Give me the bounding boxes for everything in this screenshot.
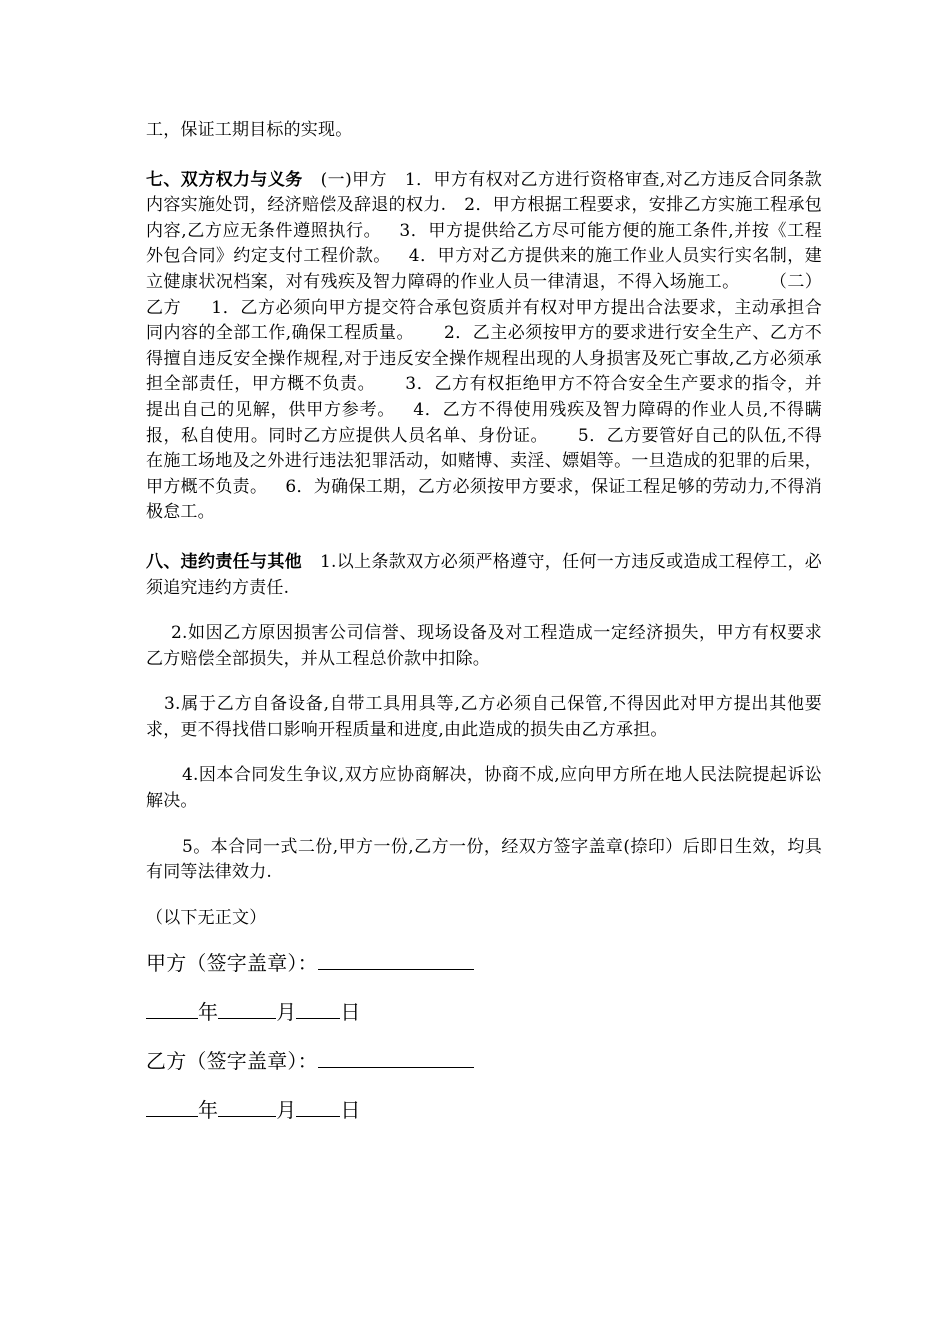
clause-8-4: 4.因本合同发生争议,双方应协商解决，协商不成,应向甲方所在地人民法院提起诉讼解决。	[146, 765, 822, 812]
clause-8-5: 5。本合同一式二份,甲方一份,乙方一份，经双方签字盖章(捺印）后即日生效，均具有同等法律效力.	[146, 836, 822, 883]
section-8-paragraph	[146, 550, 822, 601]
party-b-sign-label: 乙方（签字盖章）：	[146, 1049, 318, 1074]
section-7-heading: 七、双方权力与义务	[146, 169, 303, 190]
clause-8-1: 1.以上条款双方必须严格遵守，任何一方违反或造成工程停工，必须追究违约方责任.	[146, 551, 822, 598]
signature-block	[146, 949, 822, 1123]
clause-b2: 2．乙主必须按甲方的要求进行安全生产、乙方不得擅自违反安全操作规程,对于违反安全操作规程出现的人身损害及死亡事故,乙方必须承担全部责任，甲方概不负责。	[146, 323, 823, 395]
clause-b3: 3．乙方有权拒绝甲方不符合安全生产要求的指令，并提出自己的见解，供甲方参考。	[146, 374, 822, 420]
party-b-day-label: 日	[340, 1098, 361, 1123]
clause-b4: 4．乙方不得使用残疾及智力障碍的作业人员,不得瞒报，私自使用。同时乙方应提供人员名单、身份证。	[146, 399, 822, 446]
clause-b5: 5．乙方要管好自己的队伍,不得在施工场地及之外进行违法犯罪活动，如赌博、卖淫、嫖娼等。一旦造成的犯罪的后果，甲方概不负责。	[146, 425, 822, 497]
end-note: （以下无正文）	[146, 907, 267, 928]
party-a-day-blank	[296, 998, 340, 1019]
document-page	[146, 118, 822, 1123]
party-a-date-line	[146, 998, 822, 1025]
party-b-sign-blank	[318, 1047, 474, 1068]
party-a-day-label: 日	[340, 1000, 361, 1025]
clause-b6: 6．为确保工期，乙方必须按甲方要求，保证工程足够的劳动力,不得消极怠工。	[146, 476, 822, 523]
party-a-signature-line	[146, 949, 822, 976]
party-a-year-label: 年	[198, 1000, 219, 1025]
party-b-month-label: 月	[276, 1098, 297, 1123]
section-8-heading: 八、违约责任与其他	[146, 551, 303, 572]
party-a-month-blank	[218, 998, 276, 1019]
party-b-signature-line	[146, 1047, 822, 1074]
clause-a1: 1．甲方有权对乙方进行资格审查,对乙方违反合同条款内容实施处罚，经济赔偿及辞退的权力.	[146, 169, 822, 216]
party-b-label: （二）乙方	[146, 271, 822, 318]
clause-8-2: 2.如因乙方原因损害公司信誉、现场设备及对工程造成一定经济损失，甲方有权要求乙方赔偿全部损失，并从工程总价款中扣除。	[146, 623, 822, 669]
paragraph-intro: 工，保证工期目标的实现。	[146, 120, 353, 140]
party-a-year-blank	[146, 998, 198, 1019]
party-a-sign-blank	[318, 949, 474, 970]
party-a-sign-label: 甲方（签字盖章）：	[146, 951, 318, 976]
clause-a3: 3．甲方提供给乙方尽可能方便的施工条件,并按《工程外包合同》约定支付工程价款。	[146, 220, 822, 267]
party-b-day-blank	[296, 1096, 340, 1117]
party-b-year-blank	[146, 1096, 198, 1117]
party-b-date-line	[146, 1096, 822, 1123]
party-a-label: (一)甲方	[320, 169, 387, 190]
clause-a2: 2．甲方根据工程要求，安排乙方实施工程承包内容,乙方应无条件遵照执行。	[146, 195, 822, 241]
clause-b1: 1．乙方必须向甲方提交符合承包资质并有权对甲方提出合法要求，主动承担合同内容的全部工作,确保工程质量。	[146, 297, 822, 344]
party-b-year-label: 年	[198, 1098, 219, 1123]
clause-8-3: 3.属于乙方自备设备,自带工具用具等,乙方必须自己保管,不得因此对甲方提出其他要求，更不得找借口影响开程质量和进度,由此造成的损失由乙方承担。	[146, 694, 822, 740]
party-b-month-blank	[218, 1096, 276, 1117]
clause-a4: 4．甲方对乙方提供来的施工作业人员实行实名制，建立健康状况档案，对有残疾及智力障碍的作业人员一律清退，不得入场施工。	[146, 246, 822, 292]
section-7-paragraph	[146, 168, 822, 526]
party-a-month-label: 月	[276, 1000, 297, 1025]
